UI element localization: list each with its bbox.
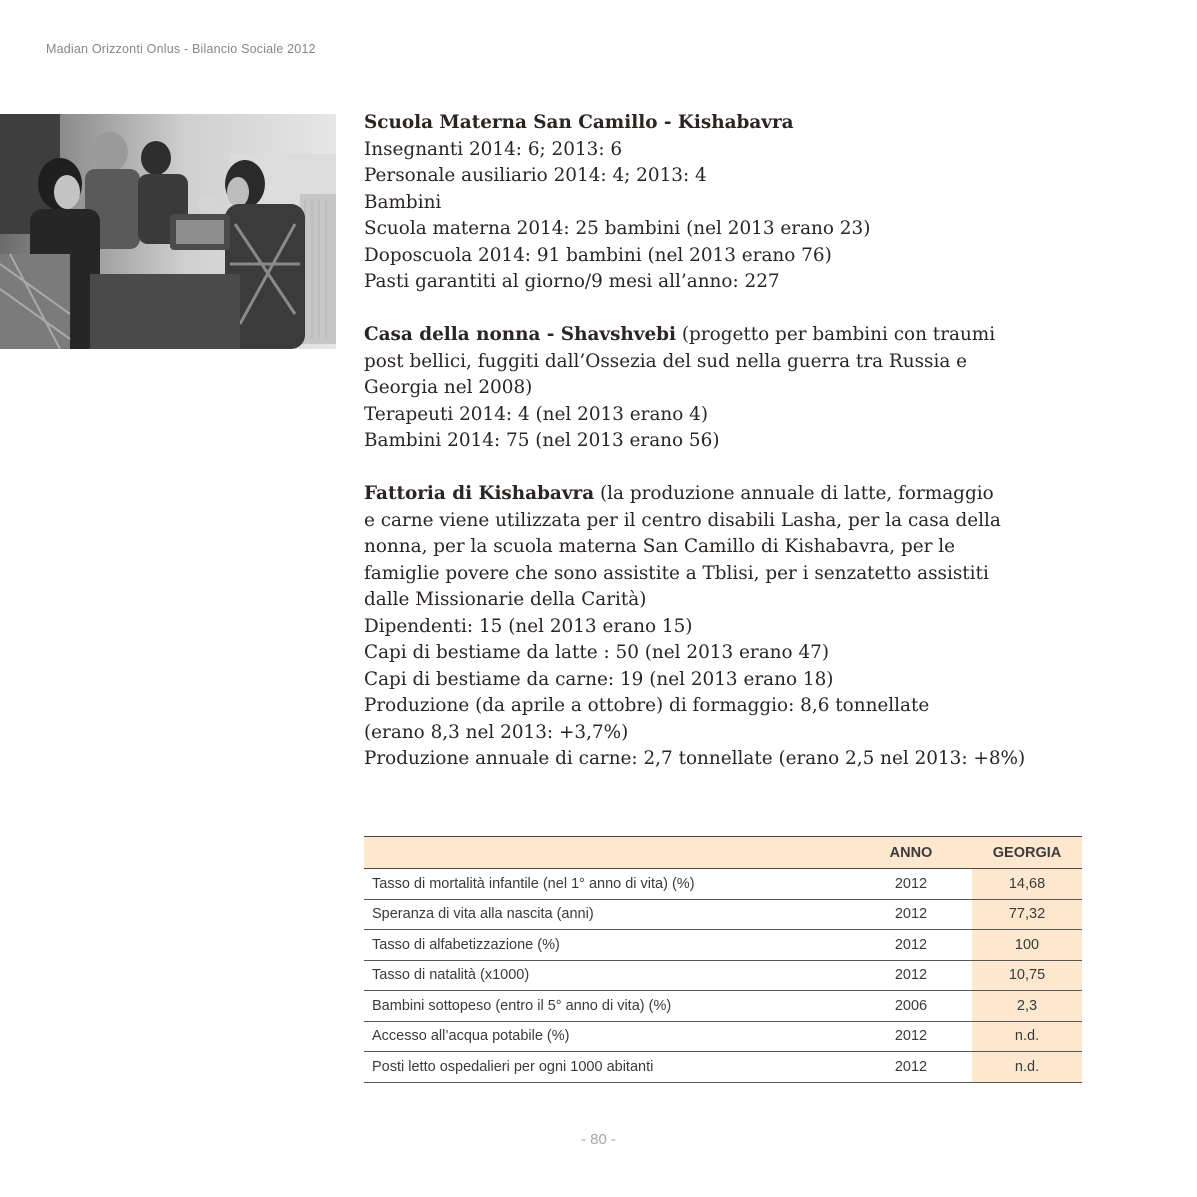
table-row [364,930,1082,961]
header-georgia: GEORGIA [972,837,1082,869]
section-line: Dipendenti: 15 (nel 2013 erano 15) [364,615,693,637]
row-value: n.d. [972,1021,1082,1052]
row-year: 2012 [865,869,957,900]
section-intro-line: post bellici, fuggiti dall’Ossezia del sud nella guerra tra Russia e [364,350,968,372]
section-title: Scuola Materna San Camillo - Kishabavra [364,112,794,133]
section-line: (erano 8,3 nel 2013: +3,7%) [364,721,629,743]
row-label: Tasso di alfabetizzazione (%) [364,930,865,961]
row-year: 2012 [865,1021,957,1052]
section-intro-line: Georgia nel 2008) [364,377,533,398]
table-header-row [364,837,1082,869]
section-line: Capi di bestiame da carne: 19 (nel 2013 erano 18) [364,668,834,690]
section-casa-della-nonna [364,322,1124,455]
section-intro: (progetto per bambini con traumi [676,324,996,345]
table-row [364,899,1082,930]
section-intro-line: nonna, per la scuola materna San Camillo di Kishabavra, per le [364,536,956,557]
section-intro: (la produzione annuale di latte, formaggio [594,483,994,504]
row-value: 77,32 [972,899,1082,930]
table-row [364,960,1082,991]
running-header: Madian Orizzonti Onlus - Bilancio Sociale 2012 [46,42,316,56]
section-line: Doposcuola 2014: 91 bambini (nel 2013 erano 76) [364,244,832,266]
row-label: Bambini sottopeso (entro il 5° anno di vita) (%) [364,991,865,1022]
table-row [364,1052,1082,1083]
body-text [364,110,1124,799]
section-line: Produzione annuale di carne: 2,7 tonnellate (erano 2,5 nel 2013: +8%) [364,748,1026,769]
section-line: Insegnanti 2014: 6; 2013: 6 [364,138,623,160]
row-label: Speranza di vita alla nascita (anni) [364,899,865,930]
row-year: 2012 [865,899,957,930]
section-line: Bambini 2014: 75 (nel 2013 erano 56) [364,430,720,451]
section-line: Pasti garantiti al giorno/9 mesi all’anno: 227 [364,271,780,292]
row-value: 100 [972,930,1082,961]
row-label: Posti letto ospedalieri per ogni 1000 abitanti [364,1052,865,1083]
section-line: Personale ausiliario 2014: 4; 2013: 4 [364,165,707,186]
section-scuola-materna [364,110,1124,296]
section-line: Capi di bestiame da latte : 50 (nel 2013 erano 47) [364,642,830,663]
row-label: Tasso di mortalità infantile (nel 1° anno di vita) (%) [364,869,865,900]
section-intro-line: e carne viene utilizzata per il centro disabili Lasha, per la casa della [364,509,1001,531]
photo-classroom [0,114,336,349]
table-row [364,869,1082,900]
row-year: 2012 [865,1052,957,1083]
table-row [364,991,1082,1022]
section-line: Scuola materna 2014: 25 bambini (nel 2013 erano 23) [364,218,871,239]
georgia-indicators-table [364,836,1082,1083]
table-row [364,1021,1082,1052]
row-year: 2012 [865,960,957,991]
section-title: Fattoria di Kishabavra [364,483,595,504]
section-line: Produzione (da aprile a ottobre) di formaggio: 8,6 tonnellate [364,695,930,716]
section-title: Casa della nonna - Shavshvebi [364,324,677,345]
section-intro-line: dalle Missionarie della Carità) [364,589,647,610]
row-value: 14,68 [972,869,1082,900]
row-label: Accesso all’acqua potabile (%) [364,1021,865,1052]
section-line: Bambini [364,191,442,213]
header-anno: ANNO [865,837,957,869]
section-intro-line: famiglie povere che sono assistite a Tblisi, per i senzatetto assistiti [364,562,989,584]
section-line: Terapeuti 2014: 4 (nel 2013 erano 4) [364,403,709,425]
row-value: n.d. [972,1052,1082,1083]
row-year: 2006 [865,991,957,1022]
row-year: 2012 [865,930,957,961]
photo-classroom-image [0,114,336,349]
row-value: 2,3 [972,991,1082,1022]
row-label: Tasso di natalità (x1000) [364,960,865,991]
header-label [364,837,865,869]
section-fattoria [364,481,1124,773]
page-number: - 80 - [580,1131,616,1148]
row-value: 10,75 [972,960,1082,991]
